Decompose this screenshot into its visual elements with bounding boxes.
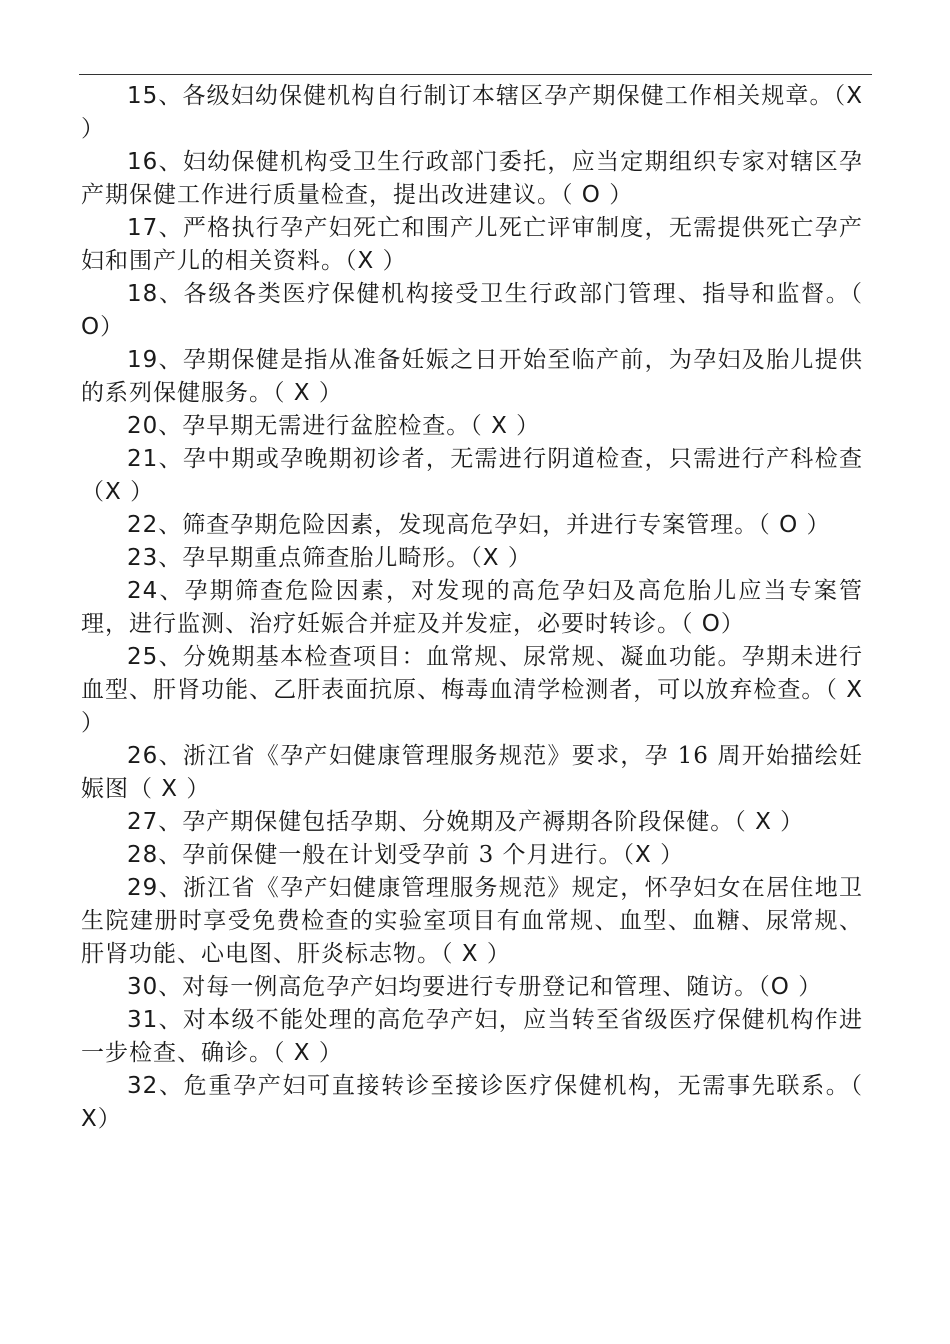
question-number: 18	[127, 281, 159, 307]
question-number: 20	[127, 413, 159, 439]
question-answer: （ X）	[81, 1073, 863, 1132]
question-text: 、孕期保健是指从准备妊娠之日开始至临产前，为孕妇及胎儿提供的系列保健服务。	[81, 347, 863, 406]
header-rule	[79, 74, 872, 75]
question-text: 、对每一例高危孕产妇均要进行专册登记和管理、随访。	[158, 974, 759, 1000]
question-item	[81, 806, 863, 839]
question-item	[81, 740, 863, 806]
question-answer: （ X ）	[273, 1040, 343, 1066]
question-item	[81, 1070, 863, 1136]
question-answer: （ X ）	[734, 809, 805, 835]
question-item	[81, 575, 863, 641]
question-text: 、妇幼保健机构受卫生行政部门委托，应当定期组织专家对辖区孕产期保健工作进行质量检查，提出改进建议。	[81, 149, 863, 208]
question-item	[81, 80, 863, 146]
question-item	[81, 212, 863, 278]
question-answer: （X ）	[81, 479, 155, 505]
question-number: 29	[127, 875, 159, 901]
question-text: 、各级妇幼保健机构自行制订本辖区孕产期保健工作相关规章。	[158, 83, 834, 109]
question-item	[81, 410, 863, 443]
question-text: 、对本级不能处理的高危孕产妇，应当转至省级医疗保健机构作进一步检查、确诊。	[81, 1007, 863, 1066]
question-text: 、孕产期保健包括孕期、分娩期及产褥期各阶段保健。	[158, 809, 735, 835]
question-text: 、孕早期重点筛查胎儿畸形。	[158, 545, 471, 571]
question-list	[81, 80, 863, 1136]
question-answer: （ X ）	[129, 776, 211, 802]
question-text: 、浙江省《孕产妇健康管理服务规范》规定，怀孕妇女在居住地卫生院建册时享受免费检查的实验室项目有血常规、血型、血糖、尿常规、肝肾功能、心电图、肝炎标志物。	[81, 875, 863, 967]
question-number: 19	[127, 347, 159, 373]
question-number: 23	[127, 545, 159, 571]
question-number: 27	[127, 809, 159, 835]
question-number: 22	[127, 512, 159, 538]
question-text: 、筛查孕期危险因素，发现高危孕妇，并进行专案管理。	[158, 512, 759, 538]
question-number: 24	[127, 578, 159, 604]
question-text: 、各级各类医疗保健机构接受卫生行政部门管理、指导和监督。	[158, 281, 851, 307]
question-number: 25	[127, 644, 159, 670]
question-item	[81, 1004, 863, 1070]
question-text: 、孕中期或孕晚期初诊者，无需进行阴道检查，只需进行产科检查	[158, 446, 863, 472]
question-answer: （ X ）	[273, 380, 343, 406]
question-number: 17	[127, 215, 159, 241]
question-item	[81, 146, 863, 212]
question-answer: （ O）	[81, 281, 863, 340]
question-item	[81, 344, 863, 410]
question-item	[81, 839, 863, 872]
question-number: 16	[127, 149, 159, 175]
question-number: 26	[127, 743, 159, 769]
question-item	[81, 443, 863, 509]
question-number: 31	[127, 1007, 159, 1033]
question-answer: （ O ）	[758, 512, 831, 538]
question-number: 15	[127, 83, 159, 109]
question-item	[81, 641, 863, 740]
question-answer: （O ）	[758, 974, 823, 1000]
question-answer: （X ）	[345, 248, 407, 274]
question-answer: （ X ）	[470, 413, 541, 439]
question-text: 、浙江省《孕产妇健康管理服务规范》要求，孕 16 周开始描绘妊娠图	[81, 743, 863, 802]
question-item	[81, 542, 863, 575]
question-item	[81, 971, 863, 1004]
question-number: 28	[127, 842, 159, 868]
question-text: 、严格执行孕产妇死亡和围产儿死亡评审制度，无需提供死亡孕产妇和围产儿的相关资料。	[81, 215, 863, 274]
question-item	[81, 278, 863, 344]
question-answer: （X ）	[470, 545, 532, 571]
question-item	[81, 509, 863, 542]
question-answer: （X ）	[81, 83, 863, 142]
question-text: 、孕前保健一般在计划受孕前 3 个月进行。	[158, 842, 623, 868]
question-number: 21	[127, 446, 159, 472]
question-text: 、孕期筛查危险因素，对发现的高危孕妇及高危胎儿应当专案管理，进行监测、治疗妊娠合并症及并发症，必要时转诊。	[81, 578, 863, 637]
question-answer: （ O）	[681, 611, 745, 637]
question-text: 、分娩期基本检查项目：血常规、尿常规、凝血功能。孕期未进行血型、肝肾功能、乙肝表面抗原、梅毒血清学检测者，可以放弃检查。	[81, 644, 863, 703]
question-answer: （ O ）	[561, 182, 634, 208]
question-item	[81, 872, 863, 971]
question-text: 、孕早期无需进行盆腔检查。	[158, 413, 471, 439]
question-answer: （X ）	[622, 842, 685, 868]
question-answer: （ X ）	[81, 677, 863, 736]
question-number: 30	[127, 974, 159, 1000]
question-number: 32	[127, 1073, 159, 1099]
question-text: 、危重孕产妇可直接转诊至接诊医疗保健机构，无需事先联系。	[158, 1073, 851, 1099]
question-answer: （ X ）	[441, 941, 511, 967]
